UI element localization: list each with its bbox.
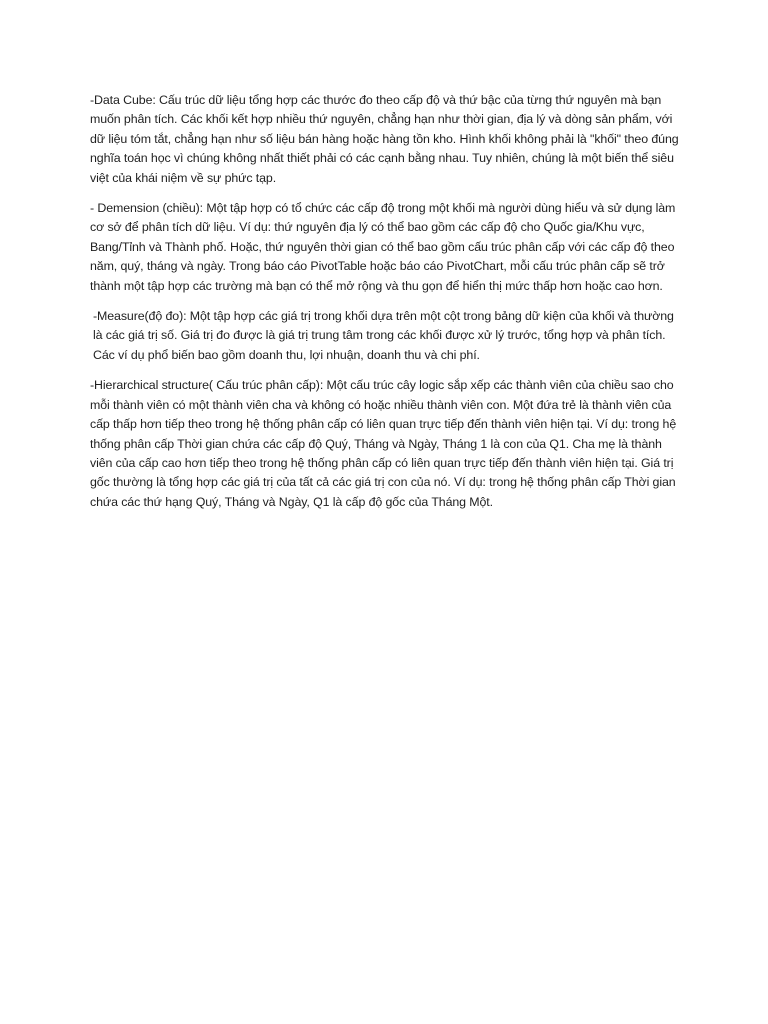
paragraph-dimension: - Demension (chiều): Một tập hợp có tổ chức các cấp độ trong một khối mà người dùng hiểu và sử dụng làm cơ sở để phân tích dữ liệu. Ví dụ: thứ nguyên địa lý có thể bao gồm các cấp độ cho Quốc gia/Khu vực, Bang/Tỉnh và Thành phố. Hoặc, thứ nguyên thời gian có thể bao gồm cấu trúc phân cấp với các cấp độ theo năm, quý, tháng và ngày. Trong báo cáo PivotTable hoặc báo cáo PivotChart, mỗi cấu trúc phân cấp sẽ trở thành một tập hợp các trường mà bạn có thể mở rộng và thu gọn để hiển thị mức thấp hơn hoặc cao hơn. — [90, 201, 676, 293]
paragraph-measure: -Measure(độ đo): Một tập hợp các giá trị trong khối dựa trên một cột trong bảng dữ kiện của khối và thường là các giá trị số. Giá trị đo được là giá trị trung tâm trong các khối được xử lý trước, tổng hợp và phân tích. Các ví dụ phổ biến bao gồm doanh thu, lợi nhuận, doanh thu và chi phí. — [93, 309, 674, 362]
document-body — [90, 91, 680, 512]
paragraph-data-cube: -Data Cube: Cấu trúc dữ liệu tổng hợp các thước đo theo cấp độ và thứ bậc của từng thứ nguyên mà bạn muốn phân tích. Các khối kết hợp nhiều thứ nguyên, chẳng hạn như thời gian, địa lý và dòng sản phẩm, với dữ liệu tóm tắt, chẳng hạn như số liệu bán hàng hoặc hàng tồn kho. Hình khối không phải là "khối" theo đúng nghĩa toán học vì chúng không nhất thiết phải có các cạnh bằng nhau. Tuy nhiên, chúng là một biến thể siêu việt của khái niệm về sự phức tạp. — [90, 93, 679, 185]
paragraph-hierarchical-structure: -Hierarchical structure( Cấu trúc phân cấp): Một cấu trúc cây logic sắp xếp các thành viên của chiều sao cho mỗi thành viên có một thành viên cha và không có hoặc nhiều thành viên con. Một đứa trẻ là thành viên của cấp thấp hơn tiếp theo trong hệ thống phân cấp có liên quan trực tiếp đến thành viên hiện tại. Ví dụ: trong hệ thống phân cấp Thời gian chứa các cấp độ Quý, Tháng và Ngày, Tháng 1 là con của Q1. Cha mẹ là thành viên của cấp cao hơn tiếp theo trong hệ thống phân cấp có liên quan trực tiếp đến thành viên hiện tại. Giá trị gốc thường là tổng hợp các giá trị của tất cả các giá trị con của nó. Ví dụ: trong hệ thống phân cấp Thời gian chứa các thứ hạng Quý, Tháng và Ngày, Q1 là cấp độ gốc của Tháng Một. — [90, 378, 677, 509]
